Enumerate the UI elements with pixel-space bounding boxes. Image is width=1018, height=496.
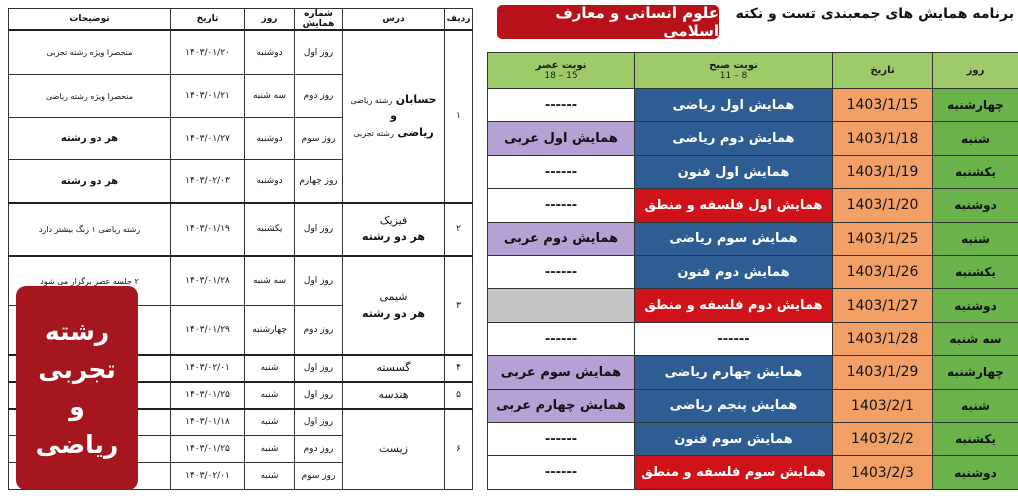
header-course: درس <box>343 9 445 31</box>
afternoon-session-cell: همایش سوم عربی <box>488 356 635 389</box>
date-cell: 1403/1/25 <box>833 222 933 255</box>
course-main: حسابان <box>395 92 437 106</box>
schedule-row <box>488 289 1018 322</box>
schedule-row <box>488 389 1018 422</box>
note-cell: ۲ جلسه عصر برگزار می شود <box>9 256 171 305</box>
day-cell: شنبه <box>245 355 295 382</box>
course-name <box>343 30 445 203</box>
table-row <box>9 30 473 75</box>
day-cell: دوشنبه <box>245 160 295 203</box>
date-cell: ۱۴۰۳/۰۲/۰۳ <box>171 160 245 203</box>
date-cell: ۱۴۰۳/۰۲/۰۱ <box>171 463 245 490</box>
header-afternoon <box>488 53 635 89</box>
schedule-row <box>488 356 1018 389</box>
date-cell: 1403/1/20 <box>833 189 933 222</box>
day-cell: شنبه <box>933 389 1018 422</box>
afternoon-session-cell: ------ <box>488 423 635 456</box>
page-title: برنامه همایش های جمعبندی تست و نکته <box>735 6 1014 22</box>
session-cell: روز اول <box>295 256 343 305</box>
field-tag: علوم انسانی و معارف اسلامی <box>497 5 719 39</box>
session-cell: روز دوم <box>295 436 343 463</box>
course-main: شیمی <box>379 290 408 304</box>
session-cell: روز اول <box>295 203 343 257</box>
date-cell: 1403/2/1 <box>833 389 933 422</box>
date-cell: ۱۴۰۳/۰۱/۱۸ <box>171 409 245 436</box>
day-cell: سه شنبه <box>245 256 295 305</box>
row-number: ۲ <box>445 203 473 257</box>
field-badge <box>16 286 138 490</box>
day-cell: شنبه <box>933 122 1018 155</box>
afternoon-session-cell <box>488 289 635 322</box>
note-cell: هر دو رشته <box>9 117 171 160</box>
date-cell: ۱۴۰۳/۰۲/۰۱ <box>171 355 245 382</box>
date-cell: ۱۴۰۳/۰۱/۲۱ <box>171 75 245 118</box>
header-date: تاریخ <box>171 9 245 31</box>
table-row <box>9 203 473 257</box>
morning-session-cell: همایش دوم ریاضی <box>635 122 833 155</box>
schedule-row <box>488 256 1018 289</box>
morning-session-cell: همایش چهارم ریاضی <box>635 356 833 389</box>
schedule-body <box>488 89 1018 490</box>
afternoon-session-cell: ------ <box>488 89 635 122</box>
course-name <box>343 256 445 355</box>
day-cell: یکشنبه <box>933 155 1018 188</box>
note-cell: منحصرا ویژه رشته تجربی <box>9 30 171 75</box>
schedule-row <box>488 122 1018 155</box>
course-main: فیزیک <box>379 213 408 227</box>
right-header-row <box>488 53 1018 89</box>
date-cell: 1403/1/26 <box>833 256 933 289</box>
header-date: تاریخ <box>833 53 933 89</box>
morning-session-cell: همایش دوم فنون <box>635 256 833 289</box>
course-sub: رشته ریاضی <box>350 95 393 105</box>
schedule-row <box>488 155 1018 188</box>
day-cell: یکشنبه <box>933 256 1018 289</box>
note-cell: منحصرا ویژه رشته ریاضی <box>9 75 171 118</box>
course-main-2: ریاضی <box>397 125 434 139</box>
note-cell: رشته ریاضی ۱ زنگ بیشتر دارد <box>9 203 171 257</box>
day-cell: چهارشنبه <box>245 306 295 355</box>
morning-session-cell: همایش اول ریاضی <box>635 89 833 122</box>
morning-session-cell: همایش پنجم ریاضی <box>635 389 833 422</box>
date-cell: ۱۴۰۳/۰۱/۲۰ <box>171 30 245 75</box>
day-cell: دوشنبه <box>933 289 1018 322</box>
schedule-row <box>488 222 1018 255</box>
day-cell: شنبه <box>933 222 1018 255</box>
date-cell: 1403/1/18 <box>833 122 933 155</box>
afternoon-session-cell: ------ <box>488 322 635 355</box>
date-cell: 1403/1/27 <box>833 289 933 322</box>
header-morning <box>635 53 833 89</box>
session-cell: روز اول <box>295 409 343 436</box>
course-name <box>343 203 445 257</box>
afternoon-session-cell: ------ <box>488 256 635 289</box>
afternoon-session-cell: همایش دوم عربی <box>488 222 635 255</box>
note-cell: هر دو رشته <box>9 160 171 203</box>
badge-line: رشته <box>44 317 110 346</box>
badge-line: ریاضی <box>35 429 119 459</box>
course-scope: هر دو رشته <box>362 230 425 244</box>
header-session: شماره همایش <box>295 9 343 31</box>
day-cell: شنبه <box>245 409 295 436</box>
morning-label: نوبت صبح <box>709 60 758 71</box>
session-cell: روز سوم <box>295 463 343 490</box>
date-cell: 1403/2/2 <box>833 423 933 456</box>
morning-session-cell: همایش اول فنون <box>635 155 833 188</box>
session-cell: روز اول <box>295 355 343 382</box>
row-number: ۱ <box>445 30 473 203</box>
course-scope: هر دو رشته <box>362 306 425 320</box>
header-row-num: ردیف <box>445 9 473 31</box>
afternoon-range: 15 – 18 <box>544 71 578 81</box>
date-cell: 1403/1/15 <box>833 89 933 122</box>
badge-line: تجربی <box>38 354 116 384</box>
row-number: ۳ <box>445 256 473 355</box>
morning-session-cell: همایش سوم ریاضی <box>635 222 833 255</box>
row-number: ۶ <box>445 409 473 490</box>
schedule-row <box>488 89 1018 122</box>
afternoon-session-cell: ------ <box>488 456 635 490</box>
course-sub-2: رشته تجربی <box>353 128 394 138</box>
session-cell: روز دوم <box>295 306 343 355</box>
afternoon-session-cell: ------ <box>488 155 635 188</box>
session-cell: روز دوم <box>295 75 343 118</box>
morning-session-cell: ------ <box>635 322 833 355</box>
date-cell: ۱۴۰۳/۰۱/۲۷ <box>171 117 245 160</box>
afternoon-session-cell: همایش چهارم عربی <box>488 389 635 422</box>
date-cell: 1403/2/3 <box>833 456 933 490</box>
session-cell: روز چهارم <box>295 160 343 203</box>
header-day: روز <box>245 9 295 31</box>
day-cell: شنبه <box>245 382 295 409</box>
date-cell: 1403/1/29 <box>833 356 933 389</box>
schedule-row <box>488 322 1018 355</box>
schedule-row <box>488 423 1018 456</box>
morning-session-cell: همایش دوم فلسفه و منطق <box>635 289 833 322</box>
header-notes: توضیحات <box>9 9 171 31</box>
seminar-schedule-table <box>487 52 1018 490</box>
header-day: روز <box>933 53 1018 89</box>
day-cell: شنبه <box>245 436 295 463</box>
date-cell: ۱۴۰۳/۰۱/۲۹ <box>171 306 245 355</box>
day-cell: دوشنبه <box>933 456 1018 490</box>
day-cell: سه شنبه <box>933 322 1018 355</box>
day-cell: یکشنبه <box>933 423 1018 456</box>
day-cell: دوشنبه <box>245 30 295 75</box>
morning-session-cell: همایش اول فلسفه و منطق <box>635 189 833 222</box>
left-header-row <box>9 9 473 31</box>
afternoon-session-cell: همایش اول عربی <box>488 122 635 155</box>
date-cell: 1403/1/28 <box>833 322 933 355</box>
course-conj: و <box>390 109 397 123</box>
date-cell: ۱۴۰۳/۰۱/۲۵ <box>171 436 245 463</box>
row-number: ۴ <box>445 355 473 382</box>
day-cell: دوشنبه <box>933 189 1018 222</box>
day-cell: چهارشنبه <box>933 356 1018 389</box>
day-cell: دوشنبه <box>245 117 295 160</box>
date-cell: ۱۴۰۳/۰۱/۲۸ <box>171 256 245 305</box>
schedule-row <box>488 189 1018 222</box>
course-name: زیست <box>343 409 445 490</box>
afternoon-label: نوبت عصر <box>535 60 587 71</box>
badge-line: و <box>69 392 85 421</box>
morning-session-cell: همایش سوم فلسفه و منطق <box>635 456 833 490</box>
session-cell: روز سوم <box>295 117 343 160</box>
day-cell: شنبه <box>245 463 295 490</box>
date-cell: ۱۴۰۳/۰۱/۱۹ <box>171 203 245 257</box>
date-cell: ۱۴۰۳/۰۱/۲۵ <box>171 382 245 409</box>
day-cell: سه شنبه <box>245 75 295 118</box>
morning-session-cell: همایش سوم فنون <box>635 423 833 456</box>
schedule-row <box>488 456 1018 490</box>
day-cell: یکشنبه <box>245 203 295 257</box>
afternoon-session-cell: ------ <box>488 189 635 222</box>
day-cell: چهارشنبه <box>933 89 1018 122</box>
course-name: گسسته <box>343 355 445 382</box>
session-cell: روز اول <box>295 30 343 75</box>
date-cell: 1403/1/19 <box>833 155 933 188</box>
row-number: ۵ <box>445 382 473 409</box>
course-name: هندسه <box>343 382 445 409</box>
morning-range: 8 – 11 <box>719 71 748 81</box>
session-cell: روز اول <box>295 382 343 409</box>
